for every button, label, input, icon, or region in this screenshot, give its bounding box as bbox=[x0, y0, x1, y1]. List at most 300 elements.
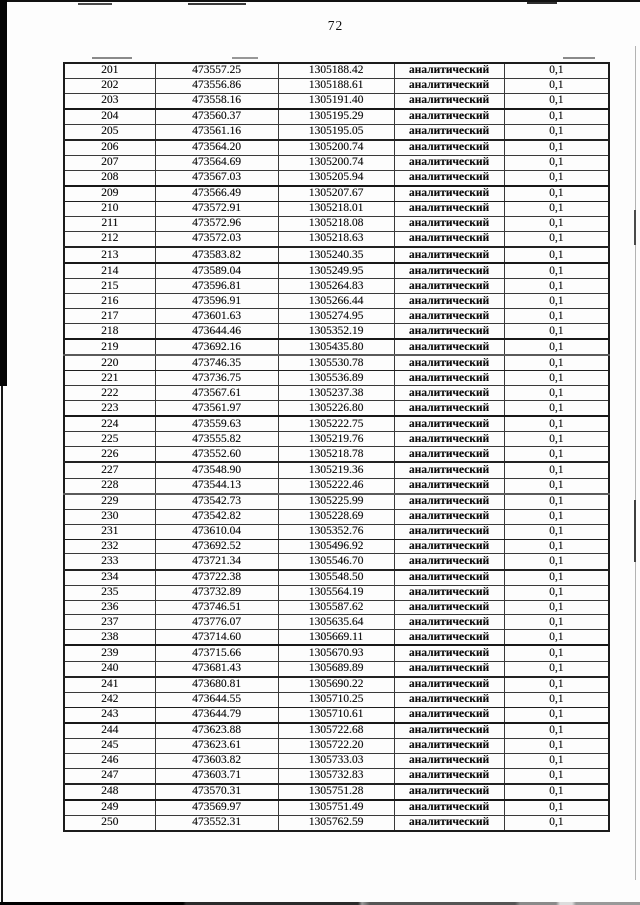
coordinate-y: 1305751.28 bbox=[278, 784, 394, 800]
coordinate-x: 473572.03 bbox=[155, 232, 278, 248]
scan-dash bbox=[563, 57, 595, 59]
precision: 0,1 bbox=[504, 723, 609, 739]
precision: 0,1 bbox=[504, 784, 609, 800]
point-number: 216 bbox=[64, 294, 155, 309]
table-row bbox=[64, 401, 609, 417]
determination-method: аналитический bbox=[394, 509, 504, 524]
determination-method: аналитический bbox=[394, 524, 504, 539]
coordinate-x: 473610.04 bbox=[155, 524, 278, 539]
coordinate-x: 473558.16 bbox=[155, 94, 278, 110]
point-number: 206 bbox=[64, 140, 155, 156]
precision: 0,1 bbox=[504, 355, 609, 371]
point-number: 223 bbox=[64, 401, 155, 417]
precision: 0,1 bbox=[504, 140, 609, 156]
coordinate-y: 1305710.25 bbox=[278, 692, 394, 707]
table-row bbox=[64, 324, 609, 340]
determination-method: аналитический bbox=[394, 630, 504, 646]
table-row bbox=[64, 570, 609, 586]
coordinate-y: 1305710.61 bbox=[278, 707, 394, 723]
coordinate-y: 1305219.76 bbox=[278, 432, 394, 447]
coordinate-y: 1305669.11 bbox=[278, 630, 394, 646]
point-number: 220 bbox=[64, 355, 155, 371]
table-row bbox=[64, 615, 609, 630]
coordinate-x: 473746.35 bbox=[155, 355, 278, 371]
table-row bbox=[64, 125, 609, 141]
coordinate-y: 1305240.35 bbox=[278, 247, 394, 263]
determination-method: аналитический bbox=[394, 661, 504, 677]
determination-method: аналитический bbox=[394, 645, 504, 661]
coordinate-y: 1305195.29 bbox=[278, 109, 394, 125]
determination-method: аналитический bbox=[394, 217, 504, 232]
determination-method: аналитический bbox=[394, 171, 504, 187]
precision: 0,1 bbox=[504, 232, 609, 248]
coordinate-x: 473589.04 bbox=[155, 263, 278, 279]
point-number: 232 bbox=[64, 539, 155, 554]
table-row bbox=[64, 63, 609, 79]
table-row bbox=[64, 247, 609, 263]
precision: 0,1 bbox=[504, 815, 609, 831]
table-row bbox=[64, 140, 609, 156]
point-number: 239 bbox=[64, 645, 155, 661]
point-number: 250 bbox=[64, 815, 155, 831]
scan-right-edge-mark bbox=[634, 210, 636, 245]
precision: 0,1 bbox=[504, 294, 609, 309]
table-row bbox=[64, 386, 609, 401]
point-number: 204 bbox=[64, 109, 155, 125]
table-row bbox=[64, 202, 609, 217]
scan-dash bbox=[92, 57, 132, 59]
coordinate-y: 1305751.49 bbox=[278, 800, 394, 816]
precision: 0,1 bbox=[504, 94, 609, 110]
precision: 0,1 bbox=[504, 186, 609, 202]
determination-method: аналитический bbox=[394, 279, 504, 294]
coordinate-x: 473559.63 bbox=[155, 416, 278, 432]
determination-method: аналитический bbox=[394, 79, 504, 94]
coordinate-y: 1305266.44 bbox=[278, 294, 394, 309]
table-row bbox=[64, 109, 609, 125]
table-row bbox=[64, 524, 609, 539]
point-number: 210 bbox=[64, 202, 155, 217]
determination-method: аналитический bbox=[394, 309, 504, 324]
coordinate-x: 473566.49 bbox=[155, 186, 278, 202]
precision: 0,1 bbox=[504, 524, 609, 539]
coordinate-y: 1305249.95 bbox=[278, 263, 394, 279]
determination-method: аналитический bbox=[394, 800, 504, 816]
coordinate-y: 1305195.05 bbox=[278, 125, 394, 141]
determination-method: аналитический bbox=[394, 768, 504, 784]
table-row bbox=[64, 723, 609, 739]
coordinate-y: 1305218.78 bbox=[278, 447, 394, 463]
determination-method: аналитический bbox=[394, 707, 504, 723]
point-number: 231 bbox=[64, 524, 155, 539]
point-number: 208 bbox=[64, 171, 155, 187]
precision: 0,1 bbox=[504, 753, 609, 768]
precision: 0,1 bbox=[504, 156, 609, 171]
table-row bbox=[64, 661, 609, 677]
coordinate-y: 1305200.74 bbox=[278, 156, 394, 171]
determination-method: аналитический bbox=[394, 723, 504, 739]
point-number: 217 bbox=[64, 309, 155, 324]
table-row bbox=[64, 263, 609, 279]
coordinate-x: 473603.82 bbox=[155, 753, 278, 768]
coordinate-x: 473572.96 bbox=[155, 217, 278, 232]
determination-method: аналитический bbox=[394, 570, 504, 586]
table-row bbox=[64, 768, 609, 784]
precision: 0,1 bbox=[504, 677, 609, 693]
coordinate-x: 473552.60 bbox=[155, 447, 278, 463]
precision: 0,1 bbox=[504, 202, 609, 217]
coordinate-x: 473596.81 bbox=[155, 279, 278, 294]
coordinate-x: 473583.82 bbox=[155, 247, 278, 263]
point-number: 247 bbox=[64, 768, 155, 784]
coordinate-y: 1305228.69 bbox=[278, 509, 394, 524]
coordinate-y: 1305191.40 bbox=[278, 94, 394, 110]
coordinate-x: 473572.91 bbox=[155, 202, 278, 217]
determination-method: аналитический bbox=[394, 140, 504, 156]
precision: 0,1 bbox=[504, 509, 609, 524]
coordinate-y: 1305225.99 bbox=[278, 494, 394, 510]
point-number: 203 bbox=[64, 94, 155, 110]
coordinate-table bbox=[63, 62, 610, 832]
coordinate-x: 473544.13 bbox=[155, 478, 278, 494]
scan-dash bbox=[527, 2, 557, 4]
coordinate-y: 1305218.63 bbox=[278, 232, 394, 248]
precision: 0,1 bbox=[504, 386, 609, 401]
point-number: 214 bbox=[64, 263, 155, 279]
determination-method: аналитический bbox=[394, 63, 504, 79]
coordinate-y: 1305218.01 bbox=[278, 202, 394, 217]
point-number: 219 bbox=[64, 339, 155, 355]
point-number: 230 bbox=[64, 509, 155, 524]
point-number: 202 bbox=[64, 79, 155, 94]
coordinate-x: 473552.31 bbox=[155, 815, 278, 831]
coordinate-y: 1305237.38 bbox=[278, 386, 394, 401]
precision: 0,1 bbox=[504, 217, 609, 232]
coordinate-y: 1305722.20 bbox=[278, 738, 394, 753]
precision: 0,1 bbox=[504, 494, 609, 510]
determination-method: аналитический bbox=[394, 125, 504, 141]
scan-dash bbox=[188, 3, 246, 5]
determination-method: аналитический bbox=[394, 202, 504, 217]
coordinate-y: 1305222.75 bbox=[278, 416, 394, 432]
table-row bbox=[64, 478, 609, 494]
coordinate-x: 473557.25 bbox=[155, 63, 278, 79]
determination-method: аналитический bbox=[394, 186, 504, 202]
coordinate-y: 1305219.36 bbox=[278, 462, 394, 478]
table-row bbox=[64, 738, 609, 753]
coordinate-x: 473556.86 bbox=[155, 79, 278, 94]
coordinate-y: 1305222.46 bbox=[278, 478, 394, 494]
coordinate-y: 1305207.67 bbox=[278, 186, 394, 202]
table-row bbox=[64, 416, 609, 432]
coordinate-y: 1305689.89 bbox=[278, 661, 394, 677]
point-number: 240 bbox=[64, 661, 155, 677]
coordinate-y: 1305762.59 bbox=[278, 815, 394, 831]
precision: 0,1 bbox=[504, 171, 609, 187]
point-number: 245 bbox=[64, 738, 155, 753]
point-number: 241 bbox=[64, 677, 155, 693]
table-row bbox=[64, 355, 609, 371]
coordinate-x: 473644.46 bbox=[155, 324, 278, 340]
determination-method: аналитический bbox=[394, 109, 504, 125]
scan-right-edge-mark bbox=[634, 500, 636, 562]
point-number: 242 bbox=[64, 692, 155, 707]
precision: 0,1 bbox=[504, 738, 609, 753]
coordinate-x: 473644.55 bbox=[155, 692, 278, 707]
table-row bbox=[64, 630, 609, 646]
coordinate-y: 1305274.95 bbox=[278, 309, 394, 324]
point-number: 236 bbox=[64, 600, 155, 615]
coordinate-y: 1305732.83 bbox=[278, 768, 394, 784]
table-row bbox=[64, 554, 609, 570]
table-row bbox=[64, 462, 609, 478]
point-number: 205 bbox=[64, 125, 155, 141]
determination-method: аналитический bbox=[394, 738, 504, 753]
table-row bbox=[64, 815, 609, 831]
precision: 0,1 bbox=[504, 109, 609, 125]
table-row bbox=[64, 800, 609, 816]
coordinate-x: 473721.34 bbox=[155, 554, 278, 570]
determination-method: аналитический bbox=[394, 355, 504, 371]
precision: 0,1 bbox=[504, 707, 609, 723]
precision: 0,1 bbox=[504, 247, 609, 263]
table-row bbox=[64, 171, 609, 187]
coordinate-y: 1305546.70 bbox=[278, 554, 394, 570]
point-number: 218 bbox=[64, 324, 155, 340]
determination-method: аналитический bbox=[394, 324, 504, 340]
coordinate-y: 1305496.92 bbox=[278, 539, 394, 554]
coordinate-x: 473561.16 bbox=[155, 125, 278, 141]
coordinate-y: 1305548.50 bbox=[278, 570, 394, 586]
table-row bbox=[64, 585, 609, 600]
coordinate-y: 1305352.76 bbox=[278, 524, 394, 539]
coordinate-x: 473564.69 bbox=[155, 156, 278, 171]
coordinate-y: 1305733.03 bbox=[278, 753, 394, 768]
coordinate-x: 473548.90 bbox=[155, 462, 278, 478]
precision: 0,1 bbox=[504, 570, 609, 586]
determination-method: аналитический bbox=[394, 784, 504, 800]
table-row bbox=[64, 447, 609, 463]
table-row bbox=[64, 371, 609, 386]
coordinate-x: 473567.61 bbox=[155, 386, 278, 401]
table-row bbox=[64, 279, 609, 294]
coordinate-x: 473722.38 bbox=[155, 570, 278, 586]
coordinate-x: 473692.16 bbox=[155, 339, 278, 355]
precision: 0,1 bbox=[504, 279, 609, 294]
point-number: 228 bbox=[64, 478, 155, 494]
coordinate-y: 1305435.80 bbox=[278, 339, 394, 355]
determination-method: аналитический bbox=[394, 232, 504, 248]
determination-method: аналитический bbox=[394, 371, 504, 386]
table-row bbox=[64, 645, 609, 661]
determination-method: аналитический bbox=[394, 815, 504, 831]
coordinate-y: 1305690.22 bbox=[278, 677, 394, 693]
scan-left-edge-bar bbox=[0, 0, 7, 386]
precision: 0,1 bbox=[504, 692, 609, 707]
determination-method: аналитический bbox=[394, 753, 504, 768]
coordinate-y: 1305352.19 bbox=[278, 324, 394, 340]
coordinate-y: 1305264.83 bbox=[278, 279, 394, 294]
point-number: 212 bbox=[64, 232, 155, 248]
precision: 0,1 bbox=[504, 309, 609, 324]
table-row bbox=[64, 600, 609, 615]
coordinate-x: 473736.75 bbox=[155, 371, 278, 386]
coordinate-x: 473680.81 bbox=[155, 677, 278, 693]
determination-method: аналитический bbox=[394, 585, 504, 600]
table-row bbox=[64, 432, 609, 447]
precision: 0,1 bbox=[504, 462, 609, 478]
table-row bbox=[64, 707, 609, 723]
determination-method: аналитический bbox=[394, 447, 504, 463]
table-row bbox=[64, 79, 609, 94]
precision: 0,1 bbox=[504, 125, 609, 141]
coordinate-y: 1305205.94 bbox=[278, 171, 394, 187]
precision: 0,1 bbox=[504, 447, 609, 463]
scan-dash bbox=[78, 3, 112, 5]
determination-method: аналитический bbox=[394, 692, 504, 707]
point-number: 215 bbox=[64, 279, 155, 294]
coordinate-x: 473776.07 bbox=[155, 615, 278, 630]
point-number: 227 bbox=[64, 462, 155, 478]
determination-method: аналитический bbox=[394, 386, 504, 401]
precision: 0,1 bbox=[504, 600, 609, 615]
precision: 0,1 bbox=[504, 585, 609, 600]
coordinate-y: 1305587.62 bbox=[278, 600, 394, 615]
scan-dash bbox=[232, 57, 258, 59]
coordinate-y: 1305722.68 bbox=[278, 723, 394, 739]
precision: 0,1 bbox=[504, 79, 609, 94]
table-row bbox=[64, 753, 609, 768]
point-number: 243 bbox=[64, 707, 155, 723]
coordinate-y: 1305226.80 bbox=[278, 401, 394, 417]
coordinate-x: 473601.63 bbox=[155, 309, 278, 324]
precision: 0,1 bbox=[504, 416, 609, 432]
coordinate-x: 473542.82 bbox=[155, 509, 278, 524]
coordinate-x: 473681.43 bbox=[155, 661, 278, 677]
point-number: 226 bbox=[64, 447, 155, 463]
table-row bbox=[64, 494, 609, 510]
table-row bbox=[64, 232, 609, 248]
coordinate-x: 473644.79 bbox=[155, 707, 278, 723]
point-number: 201 bbox=[64, 63, 155, 79]
page-number: 72 bbox=[327, 18, 344, 33]
coordinate-y: 1305188.61 bbox=[278, 79, 394, 94]
determination-method: аналитический bbox=[394, 339, 504, 355]
determination-method: аналитический bbox=[394, 554, 504, 570]
point-number: 237 bbox=[64, 615, 155, 630]
precision: 0,1 bbox=[504, 401, 609, 417]
determination-method: аналитический bbox=[394, 401, 504, 417]
coordinate-x: 473561.97 bbox=[155, 401, 278, 417]
determination-method: аналитический bbox=[394, 247, 504, 263]
coordinate-y: 1305564.19 bbox=[278, 585, 394, 600]
precision: 0,1 bbox=[504, 371, 609, 386]
scan-right-edge-line bbox=[635, 46, 636, 880]
table-row bbox=[64, 692, 609, 707]
table-row bbox=[64, 784, 609, 800]
determination-method: аналитический bbox=[394, 615, 504, 630]
precision: 0,1 bbox=[504, 263, 609, 279]
coordinate-y: 1305670.93 bbox=[278, 645, 394, 661]
precision: 0,1 bbox=[504, 554, 609, 570]
determination-method: аналитический bbox=[394, 263, 504, 279]
precision: 0,1 bbox=[504, 339, 609, 355]
coordinate-table-body bbox=[64, 63, 609, 831]
precision: 0,1 bbox=[504, 768, 609, 784]
point-number: 229 bbox=[64, 494, 155, 510]
precision: 0,1 bbox=[504, 800, 609, 816]
coordinate-x: 473570.31 bbox=[155, 784, 278, 800]
precision: 0,1 bbox=[504, 645, 609, 661]
point-number: 244 bbox=[64, 723, 155, 739]
table-row bbox=[64, 156, 609, 171]
coordinate-x: 473596.91 bbox=[155, 294, 278, 309]
point-number: 207 bbox=[64, 156, 155, 171]
determination-method: аналитический bbox=[394, 462, 504, 478]
point-number: 209 bbox=[64, 186, 155, 202]
table-row bbox=[64, 294, 609, 309]
determination-method: аналитический bbox=[394, 156, 504, 171]
point-number: 238 bbox=[64, 630, 155, 646]
coordinate-x: 473623.88 bbox=[155, 723, 278, 739]
table-row bbox=[64, 509, 609, 524]
coordinate-y: 1305188.42 bbox=[278, 63, 394, 79]
table-row bbox=[64, 677, 609, 693]
table-row bbox=[64, 94, 609, 110]
point-number: 248 bbox=[64, 784, 155, 800]
coordinate-x: 473542.73 bbox=[155, 494, 278, 510]
coordinate-x: 473569.97 bbox=[155, 800, 278, 816]
coordinate-x: 473732.89 bbox=[155, 585, 278, 600]
point-number: 213 bbox=[64, 247, 155, 263]
coordinate-x: 473715.66 bbox=[155, 645, 278, 661]
point-number: 224 bbox=[64, 416, 155, 432]
coordinate-y: 1305200.74 bbox=[278, 140, 394, 156]
coordinate-y: 1305635.64 bbox=[278, 615, 394, 630]
coordinate-x: 473623.61 bbox=[155, 738, 278, 753]
coordinate-x: 473714.60 bbox=[155, 630, 278, 646]
point-number: 211 bbox=[64, 217, 155, 232]
determination-method: аналитический bbox=[394, 416, 504, 432]
coordinate-x: 473567.03 bbox=[155, 171, 278, 187]
coordinate-y: 1305536.89 bbox=[278, 371, 394, 386]
coordinate-x: 473564.20 bbox=[155, 140, 278, 156]
table-row bbox=[64, 217, 609, 232]
point-number: 221 bbox=[64, 371, 155, 386]
coordinate-x: 473603.71 bbox=[155, 768, 278, 784]
coordinate-x: 473746.51 bbox=[155, 600, 278, 615]
determination-method: аналитический bbox=[394, 494, 504, 510]
precision: 0,1 bbox=[504, 63, 609, 79]
point-number: 246 bbox=[64, 753, 155, 768]
precision: 0,1 bbox=[504, 661, 609, 677]
table-row bbox=[64, 339, 609, 355]
precision: 0,1 bbox=[504, 615, 609, 630]
point-number: 249 bbox=[64, 800, 155, 816]
precision: 0,1 bbox=[504, 539, 609, 554]
point-number: 234 bbox=[64, 570, 155, 586]
determination-method: аналитический bbox=[394, 432, 504, 447]
point-number: 222 bbox=[64, 386, 155, 401]
precision: 0,1 bbox=[504, 432, 609, 447]
precision: 0,1 bbox=[504, 478, 609, 494]
point-number: 225 bbox=[64, 432, 155, 447]
precision: 0,1 bbox=[504, 630, 609, 646]
determination-method: аналитический bbox=[394, 294, 504, 309]
coordinate-x: 473555.82 bbox=[155, 432, 278, 447]
point-number: 235 bbox=[64, 585, 155, 600]
table-row bbox=[64, 309, 609, 324]
